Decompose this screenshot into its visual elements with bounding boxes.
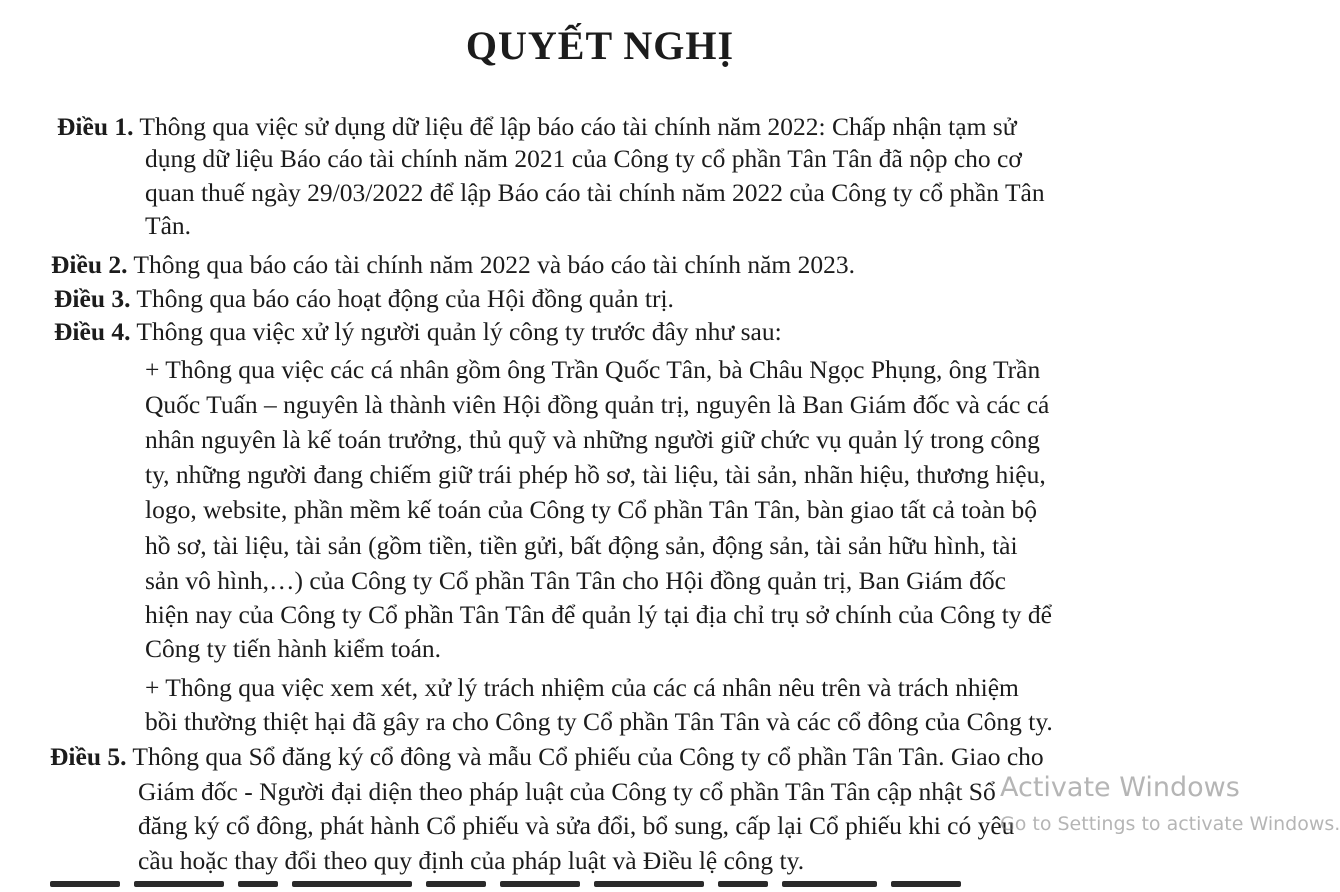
- article-text-line: Giám đốc - Người đại diện theo pháp luật của Công ty cổ phần Tân Tân cập nhật Sổ: [138, 777, 996, 806]
- item-text-line: Quốc Tuấn – nguyên là thành viên Hội đồng quản trị, nguyên là Ban Giám đốc và các cá: [145, 390, 1050, 419]
- article-text-line: Tân.: [145, 211, 192, 240]
- activation-watermark-title: Activate Windows: [1000, 772, 1240, 803]
- article-text-line: Thông qua báo cáo tài chính năm 2022 và báo cáo tài chính năm 2023.: [133, 250, 856, 279]
- article-text-line: quan thuế ngày 29/03/2022 để lập Báo cáo tài chính năm 2022 của Công ty cổ phần Tân: [145, 178, 1045, 207]
- article-text-line: Thông qua Sổ đăng ký cổ đông và mẫu Cổ phiếu của Công ty cổ phần Tân Tân. Giao cho: [132, 742, 1044, 771]
- article-text-line: Thông qua việc sử dụng dữ liệu để lập báo cáo tài chính năm 2022: Chấp nhận tạm sử: [139, 112, 1017, 141]
- article-text-line: đăng ký cổ đông, phát hành Cổ phiếu và sửa đổi, bổ sung, cấp lại Cổ phiếu khi có yêu: [138, 811, 1015, 840]
- item-text-line: hồ sơ, tài liệu, tài sản (gồm tiền, tiền gửi, bất động sản, động sản, tài sản hữu hình, tài: [145, 531, 1018, 560]
- article-label: Điều 5.: [50, 742, 127, 771]
- item-text-line: hiện nay của Công ty Cổ phần Tân Tân để quản lý tại địa chỉ trụ sở chính của Công ty để: [145, 600, 1052, 629]
- item-text-line: logo, website, phần mềm kế toán của Công ty Cổ phần Tân Tân, bàn giao tất cả toàn bộ: [145, 495, 1038, 524]
- item-text-line: + Thông qua việc các cá nhân gồm ông Trần Quốc Tân, bà Châu Ngọc Phụng, ông Trần: [145, 355, 1041, 384]
- item-text-line: nhân nguyên là kế toán trưởng, thủ quỹ và những người giữ chức vụ quản lý trong công: [145, 425, 1040, 454]
- item-text-line: sản vô hình,…) của Công ty Cổ phần Tân Tân cho Hội đồng quản trị, Ban Giám đốc: [145, 566, 1006, 595]
- article-text-line: Thông qua báo cáo hoạt động của Hội đồng quản trị.: [136, 284, 674, 313]
- article-label: Điều 4.: [54, 317, 131, 346]
- article-label: Điều 3.: [54, 284, 131, 313]
- activation-watermark-subtitle: Go to Settings to activate Windows.: [1000, 813, 1340, 835]
- article-text-line: Thông qua việc xử lý người quản lý công ty trước đây như sau:: [136, 317, 782, 346]
- item-text-line: Công ty tiến hành kiểm toán.: [145, 634, 442, 663]
- item-text-line: bồi thường thiệt hại đã gây ra cho Công ty Cổ phần Tân Tân và các cổ đông của Công ty.: [145, 707, 1053, 736]
- item-text-line: ty, những người đang chiếm giữ trái phép hồ sơ, tài liệu, tài sản, nhãn hiệu, thương hiệu,: [145, 460, 1046, 489]
- article-label: Điều 1.: [57, 112, 134, 141]
- article-text-line: dụng dữ liệu Báo cáo tài chính năm 2021 của Công ty cổ phần Tân Tân đã nộp cho cơ: [145, 144, 1022, 173]
- item-text-line: + Thông qua việc xem xét, xử lý trách nhiệm của các cá nhân nêu trên và trách nhiệm: [145, 673, 1019, 702]
- article-label: Điều 2.: [51, 250, 128, 279]
- article-text-line: cầu hoặc thay đổi theo quy định của pháp luật và Điều lệ công ty.: [138, 846, 805, 875]
- cropped-text-line: [50, 874, 1150, 883]
- document-title: QUYẾT NGHỊ: [465, 23, 735, 68]
